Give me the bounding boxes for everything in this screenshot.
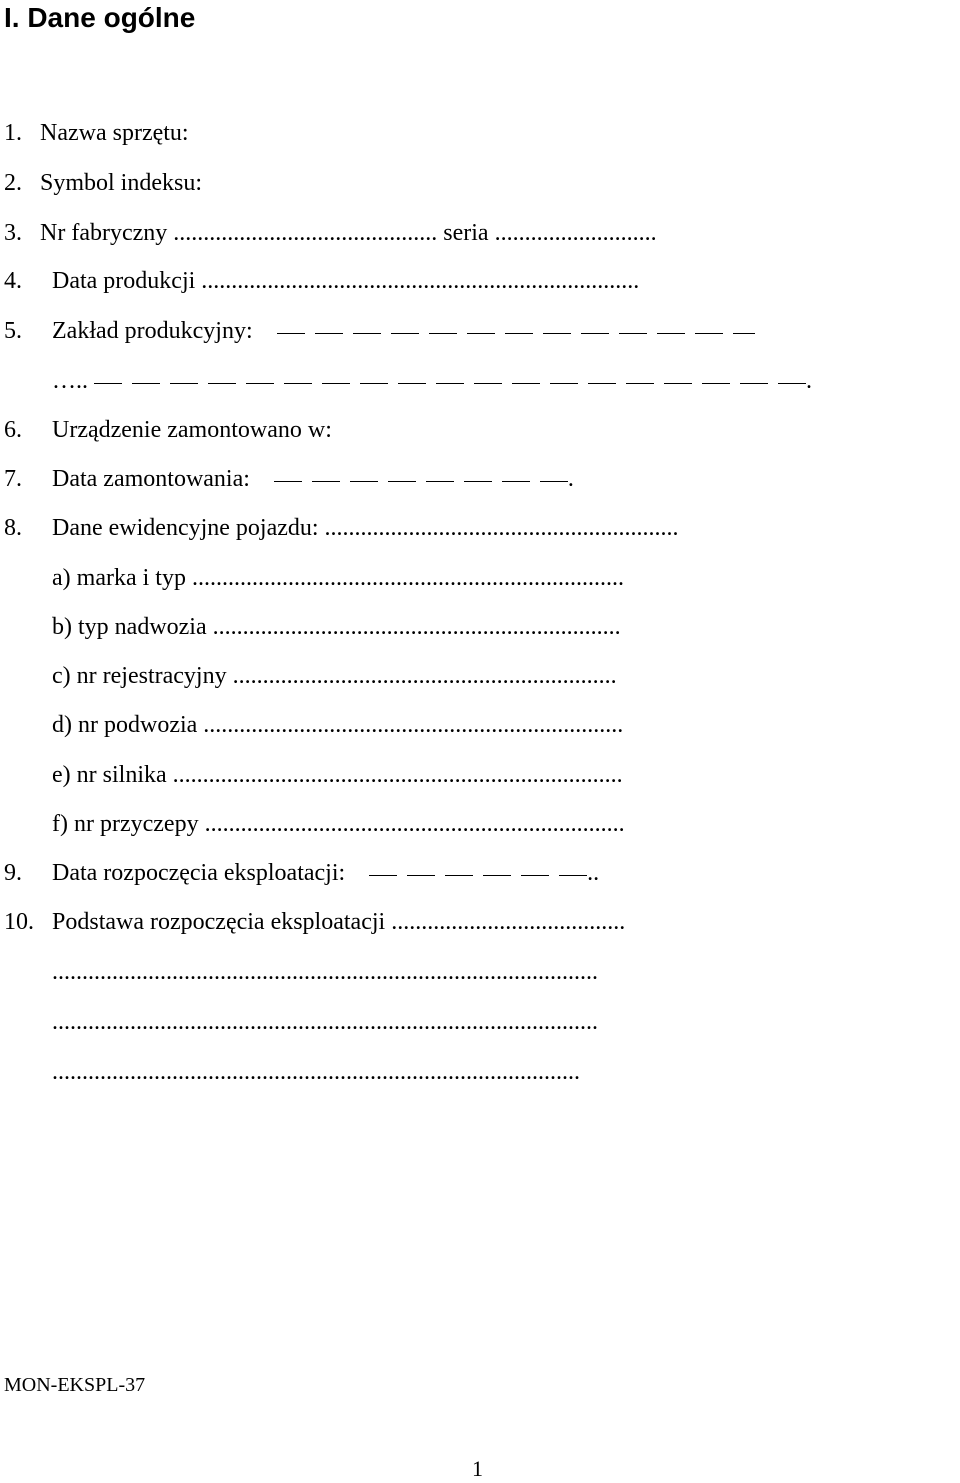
item-number: 6.: [4, 417, 22, 443]
blank-field: [369, 858, 587, 888]
subitem-trailer-number: f) nr przyczepy ......................................................................: [52, 811, 625, 837]
item-operation-start-basis: [4, 907, 625, 937]
subitem-chassis-number: d) nr podwozia ......................................................................: [52, 712, 624, 738]
item-label: Nazwa sprzętu:: [40, 120, 189, 146]
item-number: 5.: [4, 318, 22, 344]
item-label: Nr fabryczny ............................................ seria ...........................: [40, 220, 657, 246]
blank-field: [94, 366, 806, 396]
item-suffix: ..: [587, 860, 600, 886]
item-label: Urządzenie zamontowano w:: [52, 417, 332, 443]
item-label: Zakład produkcyjny:: [52, 318, 253, 344]
subitem-registration-number: c) nr rejestracyjny ................................................................: [52, 663, 617, 689]
item-number: 3.: [4, 220, 22, 246]
item-production-date: [4, 266, 639, 296]
item-label: Dane ewidencyjne pojazdu: ...........................................................: [52, 515, 679, 541]
item-vehicle-records: [4, 513, 679, 543]
page-number: 1: [472, 1456, 483, 1481]
item-number: 1.: [4, 120, 22, 146]
item-number: 2.: [4, 170, 22, 196]
blank-field: [274, 464, 568, 494]
form-code: MON-EKSPL-37: [4, 1374, 146, 1396]
item-label: Data rozpoczęcia eksploatacji:: [52, 860, 346, 886]
item-label: Data zamontowania:: [52, 466, 250, 492]
item-number: 8.: [4, 515, 22, 541]
item-number: 9.: [4, 860, 22, 886]
item-installed-in: [4, 415, 332, 445]
item-equipment-name: [4, 118, 189, 148]
item-suffix: .: [806, 368, 812, 394]
item-suffix: .: [567, 466, 574, 492]
item-number: 10.: [4, 909, 34, 935]
item-operation-start-date: [4, 858, 599, 888]
continuation-line: ........................................................................................: [52, 1059, 580, 1085]
continuation-line: ...........................................................................................: [52, 959, 598, 985]
item-index-symbol: [4, 168, 202, 198]
blank-field: [277, 316, 755, 346]
item-label: Data produkcji .........................................................................: [52, 268, 640, 294]
item-number: 4.: [4, 268, 22, 294]
item-label: Symbol indeksu:: [40, 170, 203, 196]
subitem-engine-number: e) nr silnika ...........................................................................: [52, 762, 623, 788]
item-installation-date: [4, 464, 574, 494]
item-label: Podstawa rozpoczęcia eksploatacji .......................................: [52, 909, 626, 935]
item-production-plant: [4, 316, 755, 346]
item-number: 7.: [4, 466, 22, 492]
item-prefix: …..: [52, 368, 88, 394]
continuation-line: ...........................................................................................: [52, 1009, 598, 1035]
subitem-make-type: a) marka i typ ........................................................................: [52, 565, 624, 591]
item-serial-number: [4, 218, 657, 248]
item-production-plant-continued: [52, 366, 812, 396]
section-heading: I. Dane ogólne: [4, 2, 196, 33]
subitem-body-type: b) typ nadwozia ....................................................................: [52, 614, 621, 640]
